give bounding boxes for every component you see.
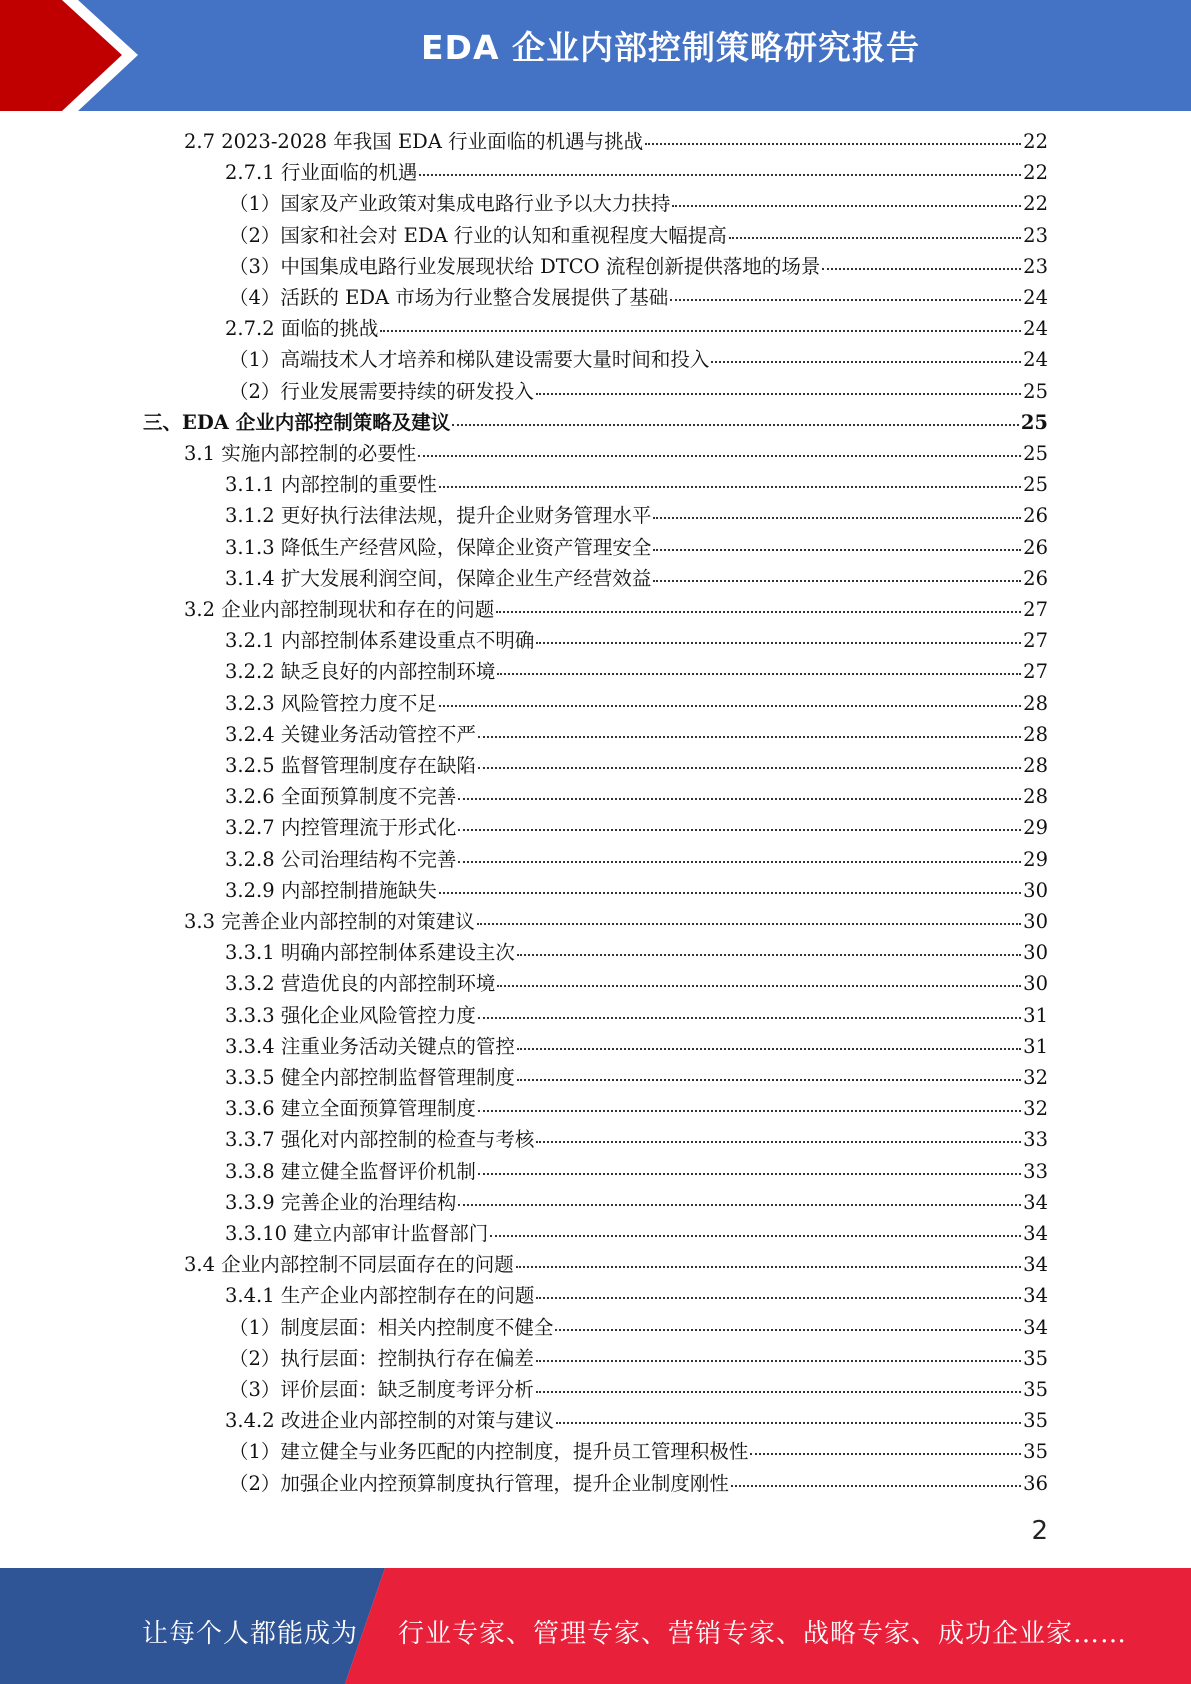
toc-entry[interactable] <box>225 688 1048 719</box>
toc-entry[interactable] <box>225 1000 1048 1031</box>
toc-entry[interactable] <box>225 625 1048 656</box>
toc-entry-title: 3.3 完善企业内部控制的对策建议 <box>184 910 475 933</box>
toc-entry[interactable] <box>225 968 1048 999</box>
toc-entry-title: （2）加强企业内控预算制度执行管理，提升企业制度刚性 <box>229 1471 729 1495</box>
toc-entry-page: 33 <box>1023 1159 1048 1183</box>
toc-entry[interactable] <box>143 407 1048 438</box>
toc-entry-page: 33 <box>1023 1128 1048 1152</box>
toc-entry[interactable] <box>225 1156 1048 1187</box>
toc-entry-title: 3.2.3 风险管控力度不足 <box>225 691 437 715</box>
toc-entry-title: 3.3.10 建立内部审计监督部门 <box>225 1222 489 1245</box>
toc-entry-page: 25 <box>1020 410 1048 434</box>
toc-entry[interactable] <box>229 1312 1048 1343</box>
toc-entry[interactable] <box>225 313 1048 344</box>
toc-dot-leader <box>711 360 1021 363</box>
toc-entry[interactable] <box>229 1343 1048 1374</box>
toc-entry-title: 3.2.7 内控管理流于形式化 <box>225 816 457 840</box>
toc-entry-title: 3.2.6 全面预算制度不完善 <box>225 785 457 809</box>
toc-entry[interactable] <box>225 844 1048 875</box>
toc-entry[interactable] <box>225 1405 1048 1436</box>
toc-entry[interactable] <box>229 1468 1048 1499</box>
toc-entry-page: 31 <box>1023 1003 1048 1027</box>
toc-dot-leader <box>653 579 1021 582</box>
toc-dot-leader <box>380 329 1021 332</box>
toc-entry-title: 3.3.5 健全内部控制监督管理制度 <box>225 1066 515 1089</box>
toc-dot-leader <box>458 860 1021 863</box>
toc-entry[interactable] <box>225 1062 1048 1093</box>
toc-entry-title: 三、EDA 企业内部控制策略及建议 <box>143 410 451 434</box>
toc-entry-title: 3.2.2 缺乏良好的内部控制环境 <box>225 660 496 684</box>
toc-entry-page: 34 <box>1023 1253 1048 1277</box>
toc-entry[interactable] <box>225 1280 1048 1311</box>
toc-entry-page: 24 <box>1023 286 1048 309</box>
toc-entry-title: 3.2 企业内部控制现状和存在的问题 <box>184 598 495 621</box>
toc-entry-title: （1）制度层面：相关内控制度不健全 <box>229 1315 554 1339</box>
toc-entry-title: （1）建立健全与业务匹配的内控制度，提升员工管理积极性 <box>229 1440 749 1464</box>
toc-entry[interactable] <box>229 1374 1048 1405</box>
toc-entry[interactable] <box>184 906 1048 937</box>
toc-entry[interactable] <box>225 937 1048 968</box>
toc-dot-leader <box>478 766 1021 769</box>
toc-entry[interactable] <box>225 563 1048 594</box>
toc-dot-leader <box>477 922 1021 925</box>
toc-entry-page: 30 <box>1023 941 1048 965</box>
toc-entry-title: 3.3.9 完善企业的治理结构 <box>225 1190 457 1214</box>
toc-dot-leader <box>536 1359 1021 1362</box>
toc-entry-title: 3.2.4 关键业务活动管控不严 <box>225 722 476 746</box>
toc-entry-page: 24 <box>1023 317 1048 341</box>
toc-entry-page: 30 <box>1023 972 1048 996</box>
toc-entry-title: 3.1.3 降低生产经营风险，保障企业资产管理安全 <box>225 535 652 559</box>
toc-dot-leader <box>497 984 1021 987</box>
toc-entry-page: 28 <box>1023 691 1048 715</box>
toc-entry-title: 2.7.1 行业面临的机遇 <box>225 161 418 185</box>
toc-entry-page: 24 <box>1023 348 1048 372</box>
toc-dot-leader <box>653 548 1021 551</box>
toc-entry-page: 36 <box>1023 1471 1048 1495</box>
toc-entry-page: 28 <box>1023 785 1048 809</box>
toc-dot-leader <box>672 204 1021 207</box>
toc-entry-page: 34 <box>1023 1190 1048 1214</box>
toc-entry[interactable] <box>225 750 1048 781</box>
page-number: 2 <box>1031 1516 1048 1546</box>
toc-dot-leader <box>555 1328 1021 1331</box>
toc-entry-page: 23 <box>1023 223 1048 247</box>
toc-dot-leader <box>536 1140 1021 1143</box>
toc-dot-leader <box>536 392 1021 395</box>
toc-entry-page: 25 <box>1023 473 1048 497</box>
toc-entry[interactable] <box>225 1093 1048 1124</box>
toc-entry[interactable] <box>229 376 1048 407</box>
toc-entry[interactable] <box>229 220 1048 251</box>
toc-entry-page: 25 <box>1023 379 1048 403</box>
toc-entry-page: 27 <box>1023 660 1048 684</box>
toc-entry-page: 35 <box>1023 1378 1048 1401</box>
toc-entry-title: 3.4.1 生产企业内部控制存在的问题 <box>225 1284 535 1308</box>
toc-dot-leader <box>458 828 1021 831</box>
toc-dot-leader <box>458 797 1021 800</box>
toc-entry[interactable] <box>225 157 1048 188</box>
toc-dot-leader <box>556 1421 1021 1424</box>
toc-entry[interactable] <box>225 500 1048 531</box>
toc-entry-page: 27 <box>1023 598 1048 621</box>
toc-entry[interactable] <box>225 812 1048 843</box>
toc-entry-page: 34 <box>1023 1284 1048 1308</box>
toc-entry-page: 32 <box>1023 1097 1048 1121</box>
toc-dot-leader <box>536 641 1021 644</box>
toc-dot-leader <box>419 173 1021 176</box>
footer-slogan-left: 让每个人都能成为 <box>142 1619 359 1649</box>
toc-entry[interactable] <box>225 781 1048 812</box>
toc-dot-leader <box>452 423 1019 426</box>
toc-entry-title: （4）活跃的 EDA 市场为行业整合发展提供了基础 <box>229 286 669 309</box>
toc-dot-leader <box>517 1078 1021 1081</box>
toc-dot-leader <box>517 1047 1021 1050</box>
toc-entry-page: 26 <box>1023 504 1048 528</box>
toc-entry[interactable] <box>229 188 1048 219</box>
toc-dot-leader <box>439 891 1021 894</box>
toc-entry-title: 3.2.9 内部控制措施缺失 <box>225 878 437 902</box>
toc-dot-leader <box>496 610 1021 613</box>
toc-dot-leader <box>653 516 1021 519</box>
toc-entry[interactable] <box>225 532 1048 563</box>
toc-entry-title: 3.1.1 内部控制的重要性 <box>225 473 437 497</box>
toc-dot-leader <box>490 1234 1021 1237</box>
toc-entry-title: 3.2.8 公司治理结构不完善 <box>225 847 457 871</box>
toc-entry-page: 22 <box>1023 130 1048 153</box>
toc-entry-page: 26 <box>1023 535 1048 559</box>
toc-entry[interactable] <box>184 1249 1048 1280</box>
toc-entry[interactable] <box>225 875 1048 906</box>
toc-entry-page: 22 <box>1023 161 1048 185</box>
toc-entry-page: 27 <box>1023 629 1048 653</box>
toc-entry-title: （3）中国集成电路行业发展现状给 DTCO 流程创新提供落地的场景 <box>229 254 821 278</box>
toc-entry-title: 3.1 实施内部控制的必要性 <box>184 442 417 465</box>
toc-entry-page: 30 <box>1023 878 1048 902</box>
page-footer <box>0 1568 1191 1684</box>
toc-entry[interactable] <box>225 1031 1048 1062</box>
toc-dot-leader <box>645 142 1021 145</box>
toc-dot-leader <box>536 1296 1021 1299</box>
toc-dot-leader <box>418 454 1021 457</box>
toc-entry-page: 23 <box>1023 254 1048 278</box>
toc-entry-title: 3.3.4 注重业务活动关键点的管控 <box>225 1034 515 1058</box>
toc-entry-page: 35 <box>1023 1409 1048 1433</box>
toc-entry[interactable] <box>184 438 1048 469</box>
toc-dot-leader <box>822 267 1021 270</box>
toc-entry-page: 28 <box>1023 754 1048 777</box>
toc-entry[interactable] <box>229 1436 1048 1467</box>
toc-entry-title: 3.2.5 监督管理制度存在缺陷 <box>225 754 476 777</box>
toc-entry-title: 3.1.4 扩大发展利润空间，保障企业生产经营效益 <box>225 566 652 590</box>
toc-entry-title: （2）执行层面：控制执行存在偏差 <box>229 1346 534 1370</box>
toc-entry-title: 3.3.7 强化对内部控制的检查与考核 <box>225 1128 535 1152</box>
toc-entry[interactable] <box>229 344 1048 375</box>
toc-dot-leader <box>439 704 1021 707</box>
toc-entry-title: 3.3.3 强化企业风险管控力度 <box>225 1003 476 1027</box>
toc-dot-leader <box>478 1016 1021 1019</box>
toc-entry-title: 3.3.6 建立全面预算管理制度 <box>225 1097 476 1121</box>
toc-entry-title: （2）行业发展需要持续的研发投入 <box>229 379 534 403</box>
toc-entry[interactable] <box>229 251 1048 282</box>
footer-slogan-right: 行业专家、管理专家、营销专家、战略专家、成功企业家…… <box>398 1619 1128 1649</box>
toc-entry-title: （1）高端技术人才培养和梯队建设需要大量时间和投入 <box>229 348 710 372</box>
toc-entry-title: 2.7.2 面临的挑战 <box>225 317 379 341</box>
toc-dot-leader <box>439 485 1021 488</box>
toc-entry[interactable] <box>225 656 1048 687</box>
toc-entry-page: 30 <box>1023 910 1048 933</box>
toc-entry-title: 3.3.1 明确内部控制体系建设主次 <box>225 941 515 965</box>
toc-dot-leader <box>517 953 1021 956</box>
toc-entry-title: 3.4 企业内部控制不同层面存在的问题 <box>184 1253 514 1277</box>
toc-entry-page: 26 <box>1023 566 1048 590</box>
toc-entry-page: 28 <box>1023 722 1048 746</box>
toc-dot-leader <box>478 735 1021 738</box>
toc-entry-page: 35 <box>1023 1346 1048 1370</box>
toc-entry-page: 31 <box>1023 1034 1048 1058</box>
page-header <box>0 0 1191 111</box>
toc-entry[interactable] <box>184 594 1048 625</box>
toc-entry[interactable] <box>225 1124 1048 1155</box>
toc-dot-leader <box>497 672 1021 675</box>
toc-entry[interactable] <box>225 1187 1048 1218</box>
toc-entry-title: 3.2.1 内部控制体系建设重点不明确 <box>225 629 535 653</box>
toc-dot-leader <box>536 1390 1021 1393</box>
toc-entry-title: 3.4.2 改进企业内部控制的对策与建议 <box>225 1409 554 1433</box>
toc-entry-page: 29 <box>1023 847 1048 871</box>
toc-entry-page: 32 <box>1023 1066 1048 1089</box>
toc-dot-leader <box>478 1172 1021 1175</box>
toc-entry-page: 34 <box>1023 1315 1048 1339</box>
toc-entry[interactable] <box>225 719 1048 750</box>
toc-dot-leader <box>670 298 1021 301</box>
toc-entry-title: （1）国家及产业政策对集成电路行业予以大力扶持 <box>229 192 671 216</box>
toc-entry-title: （2）国家和社会对 EDA 行业的认知和重视程度大幅提高 <box>229 223 727 247</box>
toc-entry-title: （3）评价层面：缺乏制度考评分析 <box>229 1378 534 1401</box>
toc-entry-page: 22 <box>1023 192 1048 216</box>
toc-entry-page: 29 <box>1023 816 1048 840</box>
toc-entry[interactable] <box>225 1218 1048 1249</box>
toc-entry-page: 35 <box>1023 1440 1048 1464</box>
toc-entry-title: 3.3.2 营造优良的内部控制环境 <box>225 972 496 996</box>
toc-entry-title: 2.7 2023-2028 年我国 EDA 行业面临的机遇与挑战 <box>184 130 644 153</box>
toc-entry[interactable] <box>184 126 1048 157</box>
toc-entry-page: 25 <box>1023 442 1048 465</box>
toc-entry-title: 3.3.8 建立健全监督评价机制 <box>225 1159 476 1183</box>
toc-entry[interactable] <box>225 469 1048 500</box>
toc-entry-page: 34 <box>1023 1222 1048 1245</box>
toc-dot-leader <box>729 236 1021 239</box>
toc-dot-leader <box>731 1484 1021 1487</box>
toc-entry[interactable] <box>229 282 1048 313</box>
toc-dot-leader <box>478 1109 1021 1112</box>
report-title: EDA 企业内部控制策略研究报告 <box>421 28 920 67</box>
toc-entry-title: 3.1.2 更好执行法律法规，提升企业财务管理水平 <box>225 504 652 528</box>
toc-dot-leader <box>516 1265 1021 1268</box>
toc-dot-leader <box>750 1452 1021 1455</box>
toc-dot-leader <box>458 1203 1021 1206</box>
